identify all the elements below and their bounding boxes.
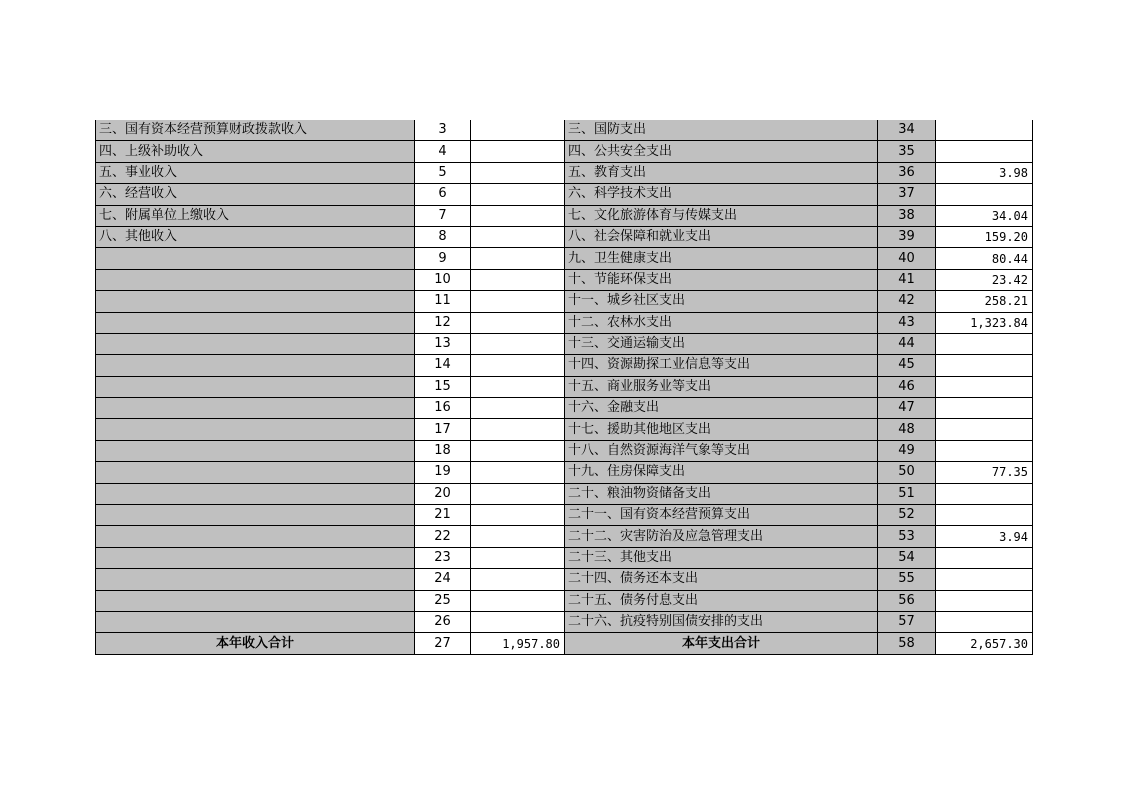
table-row: [96, 248, 1033, 269]
expense-item-cell[interactable]: 十五、商业服务业等支出: [565, 376, 878, 397]
income-amount-cell[interactable]: [471, 462, 565, 483]
expense-item-cell[interactable]: 十二、农林水支出: [565, 312, 878, 333]
expense-amount-cell[interactable]: [936, 569, 1033, 590]
expense-amount-cell[interactable]: 3.98: [936, 162, 1033, 183]
expense-item-cell[interactable]: 八、社会保障和就业支出: [565, 226, 878, 247]
income-amount-cell[interactable]: [471, 333, 565, 354]
income-line-no-cell[interactable]: 11: [415, 291, 471, 312]
expense-line-no-cell[interactable]: 46: [878, 376, 936, 397]
table-row: [96, 162, 1033, 183]
expense-item-cell[interactable]: 二十二、灾害防治及应急管理支出: [565, 526, 878, 547]
expense-item-cell[interactable]: 九、卫生健康支出: [565, 248, 878, 269]
income-item-cell[interactable]: 五、事业收入: [96, 162, 415, 183]
table-row: [96, 505, 1033, 526]
table-row: [96, 184, 1033, 205]
income-line-no-cell[interactable]: 13: [415, 333, 471, 354]
income-line-no-cell[interactable]: 19: [415, 462, 471, 483]
expense-line-no-cell[interactable]: 42: [878, 291, 936, 312]
expense-item-cell[interactable]: 五、教育支出: [565, 162, 878, 183]
expense-line-no-cell[interactable]: 40: [878, 248, 936, 269]
expense-amount-cell[interactable]: [936, 376, 1033, 397]
income-item-cell[interactable]: 四、上级补助收入: [96, 141, 415, 162]
income-amount-cell[interactable]: [471, 269, 565, 290]
income-item-cell[interactable]: [96, 462, 415, 483]
expense-amount-cell[interactable]: [936, 505, 1033, 526]
income-line-no-cell[interactable]: 15: [415, 376, 471, 397]
table-row: [96, 440, 1033, 461]
expense-amount-cell[interactable]: 159.20: [936, 226, 1033, 247]
income-amount-cell[interactable]: [471, 505, 565, 526]
table-row: [96, 547, 1033, 568]
income-item-cell[interactable]: [96, 547, 415, 568]
income-line-no-cell[interactable]: 23: [415, 547, 471, 568]
expense-amount-cell[interactable]: 23.42: [936, 269, 1033, 290]
expense-amount-cell[interactable]: [936, 141, 1033, 162]
income-line-no-cell[interactable]: 24: [415, 569, 471, 590]
expense-line-no-cell[interactable]: 36: [878, 162, 936, 183]
income-amount-cell[interactable]: [471, 526, 565, 547]
income-line-no-cell[interactable]: 10: [415, 269, 471, 290]
expense-amount-cell[interactable]: 80.44: [936, 248, 1033, 269]
expense-item-cell[interactable]: 二十四、债务还本支出: [565, 569, 878, 590]
budget-table: [95, 120, 1033, 655]
income-item-cell[interactable]: 七、附属单位上缴收入: [96, 205, 415, 226]
income-item-cell[interactable]: 八、其他收入: [96, 226, 415, 247]
expense-item-cell[interactable]: 十三、交通运输支出: [565, 333, 878, 354]
table-row: [96, 226, 1033, 247]
income-total-line-no[interactable]: 27: [415, 633, 471, 654]
expense-amount-cell[interactable]: 1,323.84: [936, 312, 1033, 333]
income-amount-cell[interactable]: [471, 184, 565, 205]
income-item-cell[interactable]: [96, 611, 415, 632]
income-line-no-cell[interactable]: 20: [415, 483, 471, 504]
income-item-cell[interactable]: [96, 569, 415, 590]
expense-item-cell[interactable]: 二十、粮油物资储备支出: [565, 483, 878, 504]
expense-item-cell[interactable]: 二十六、抗疫特别国债安排的支出: [565, 611, 878, 632]
income-item-cell[interactable]: [96, 248, 415, 269]
income-amount-cell[interactable]: [471, 226, 565, 247]
income-amount-cell[interactable]: [471, 141, 565, 162]
income-amount-cell[interactable]: [471, 248, 565, 269]
expense-line-no-cell[interactable]: 57: [878, 611, 936, 632]
table-row: [96, 590, 1033, 611]
table-row: [96, 269, 1033, 290]
income-total-amount[interactable]: 1,957.80: [471, 633, 565, 654]
totals-row: [96, 633, 1033, 654]
income-line-no-cell[interactable]: 26: [415, 611, 471, 632]
expense-total-line-no[interactable]: 58: [878, 633, 936, 654]
income-item-cell[interactable]: [96, 291, 415, 312]
expense-item-cell[interactable]: 二十三、其他支出: [565, 547, 878, 568]
table-row: [96, 141, 1033, 162]
income-item-cell[interactable]: [96, 483, 415, 504]
table-row: [96, 205, 1033, 226]
expense-item-cell[interactable]: 十八、自然资源海洋气象等支出: [565, 440, 878, 461]
income-amount-cell[interactable]: [471, 355, 565, 376]
income-amount-cell[interactable]: [471, 205, 565, 226]
expense-item-cell[interactable]: 七、文化旅游体育与传媒支出: [565, 205, 878, 226]
table-row: [96, 120, 1033, 141]
income-amount-cell[interactable]: [471, 547, 565, 568]
expense-item-cell[interactable]: 三、国防支出: [565, 120, 878, 141]
expense-line-no-cell[interactable]: 50: [878, 462, 936, 483]
expense-line-no-cell[interactable]: 35: [878, 141, 936, 162]
income-item-cell[interactable]: [96, 376, 415, 397]
income-line-no-cell[interactable]: 16: [415, 398, 471, 419]
income-line-no-cell[interactable]: 25: [415, 590, 471, 611]
expense-line-no-cell[interactable]: 37: [878, 184, 936, 205]
expense-amount-cell[interactable]: 3.94: [936, 526, 1033, 547]
income-amount-cell[interactable]: [471, 120, 565, 141]
income-item-cell[interactable]: [96, 269, 415, 290]
table-row: [96, 312, 1033, 333]
expense-line-no-cell[interactable]: 53: [878, 526, 936, 547]
income-amount-cell[interactable]: [471, 483, 565, 504]
table-body: [96, 120, 1033, 633]
income-amount-cell[interactable]: [471, 590, 565, 611]
income-line-no-cell[interactable]: 5: [415, 162, 471, 183]
income-line-no-cell[interactable]: 12: [415, 312, 471, 333]
expense-amount-cell[interactable]: [936, 440, 1033, 461]
income-item-cell[interactable]: [96, 398, 415, 419]
expense-line-no-cell[interactable]: 43: [878, 312, 936, 333]
expense-line-no-cell[interactable]: 54: [878, 547, 936, 568]
income-amount-cell[interactable]: [471, 312, 565, 333]
expense-amount-cell[interactable]: [936, 333, 1033, 354]
table-row: [96, 333, 1033, 354]
expense-item-cell[interactable]: 十六、金融支出: [565, 398, 878, 419]
expense-line-no-cell[interactable]: 34: [878, 120, 936, 141]
expense-total-amount[interactable]: 2,657.30: [936, 633, 1033, 654]
table-row: [96, 419, 1033, 440]
income-item-cell[interactable]: [96, 419, 415, 440]
expense-line-no-cell[interactable]: 52: [878, 505, 936, 526]
table-row: [96, 526, 1033, 547]
expense-item-cell[interactable]: 十一、城乡社区支出: [565, 291, 878, 312]
expense-amount-cell[interactable]: [936, 590, 1033, 611]
income-line-no-cell[interactable]: 8: [415, 226, 471, 247]
income-item-cell[interactable]: 六、经营收入: [96, 184, 415, 205]
expense-item-cell[interactable]: 十七、援助其他地区支出: [565, 419, 878, 440]
income-line-no-cell[interactable]: 22: [415, 526, 471, 547]
income-line-no-cell[interactable]: 7: [415, 205, 471, 226]
expense-line-no-cell[interactable]: 48: [878, 419, 936, 440]
income-item-cell[interactable]: [96, 590, 415, 611]
income-line-no-cell[interactable]: 17: [415, 419, 471, 440]
expense-line-no-cell[interactable]: 49: [878, 440, 936, 461]
income-total-label[interactable]: 本年收入合计: [96, 633, 415, 654]
income-amount-cell[interactable]: [471, 440, 565, 461]
income-line-no-cell[interactable]: 14: [415, 355, 471, 376]
income-line-no-cell[interactable]: 21: [415, 505, 471, 526]
expense-line-no-cell[interactable]: 41: [878, 269, 936, 290]
expense-item-cell[interactable]: 六、科学技术支出: [565, 184, 878, 205]
expense-item-cell[interactable]: 十四、资源勘探工业信息等支出: [565, 355, 878, 376]
income-item-cell[interactable]: [96, 312, 415, 333]
expense-line-no-cell[interactable]: 56: [878, 590, 936, 611]
income-line-no-cell[interactable]: 6: [415, 184, 471, 205]
table-row: [96, 291, 1033, 312]
expense-line-no-cell[interactable]: 45: [878, 355, 936, 376]
expense-item-cell[interactable]: 四、公共安全支出: [565, 141, 878, 162]
income-item-cell[interactable]: 三、国有资本经营预算财政拨款收入: [96, 120, 415, 141]
expense-amount-cell[interactable]: 258.21: [936, 291, 1033, 312]
expense-amount-cell[interactable]: [936, 611, 1033, 632]
table-row: [96, 483, 1033, 504]
income-line-no-cell[interactable]: 4: [415, 141, 471, 162]
income-line-no-cell[interactable]: 3: [415, 120, 471, 141]
expense-total-label[interactable]: 本年支出合计: [565, 633, 878, 654]
income-line-no-cell[interactable]: 9: [415, 248, 471, 269]
expense-line-no-cell[interactable]: 55: [878, 569, 936, 590]
table-row: [96, 355, 1033, 376]
expense-line-no-cell[interactable]: 51: [878, 483, 936, 504]
income-amount-cell[interactable]: [471, 569, 565, 590]
expense-amount-cell[interactable]: [936, 547, 1033, 568]
expense-amount-cell[interactable]: [936, 355, 1033, 376]
income-item-cell[interactable]: [96, 505, 415, 526]
expense-amount-cell[interactable]: [936, 184, 1033, 205]
table-row: [96, 376, 1033, 397]
income-item-cell[interactable]: [96, 526, 415, 547]
expense-amount-cell[interactable]: [936, 419, 1033, 440]
expense-line-no-cell[interactable]: 47: [878, 398, 936, 419]
table-row: [96, 611, 1033, 632]
income-amount-cell[interactable]: [471, 162, 565, 183]
expense-amount-cell[interactable]: [936, 120, 1033, 141]
expense-amount-cell[interactable]: 34.04: [936, 205, 1033, 226]
expense-amount-cell[interactable]: [936, 398, 1033, 419]
expense-item-cell[interactable]: 二十一、国有资本经营预算支出: [565, 505, 878, 526]
income-amount-cell[interactable]: [471, 611, 565, 632]
expense-item-cell[interactable]: 二十五、债务付息支出: [565, 590, 878, 611]
table-row: [96, 398, 1033, 419]
table-row: [96, 569, 1033, 590]
income-amount-cell[interactable]: [471, 419, 565, 440]
income-amount-cell[interactable]: [471, 291, 565, 312]
expense-line-no-cell[interactable]: 39: [878, 226, 936, 247]
income-line-no-cell[interactable]: 18: [415, 440, 471, 461]
income-item-cell[interactable]: [96, 440, 415, 461]
income-item-cell[interactable]: [96, 333, 415, 354]
expense-line-no-cell[interactable]: 38: [878, 205, 936, 226]
income-amount-cell[interactable]: [471, 398, 565, 419]
expense-item-cell[interactable]: 十、节能环保支出: [565, 269, 878, 290]
income-item-cell[interactable]: [96, 355, 415, 376]
table-row: [96, 462, 1033, 483]
expense-line-no-cell[interactable]: 44: [878, 333, 936, 354]
expense-amount-cell[interactable]: 77.35: [936, 462, 1033, 483]
expense-amount-cell[interactable]: [936, 483, 1033, 504]
expense-item-cell[interactable]: 十九、住房保障支出: [565, 462, 878, 483]
income-amount-cell[interactable]: [471, 376, 565, 397]
